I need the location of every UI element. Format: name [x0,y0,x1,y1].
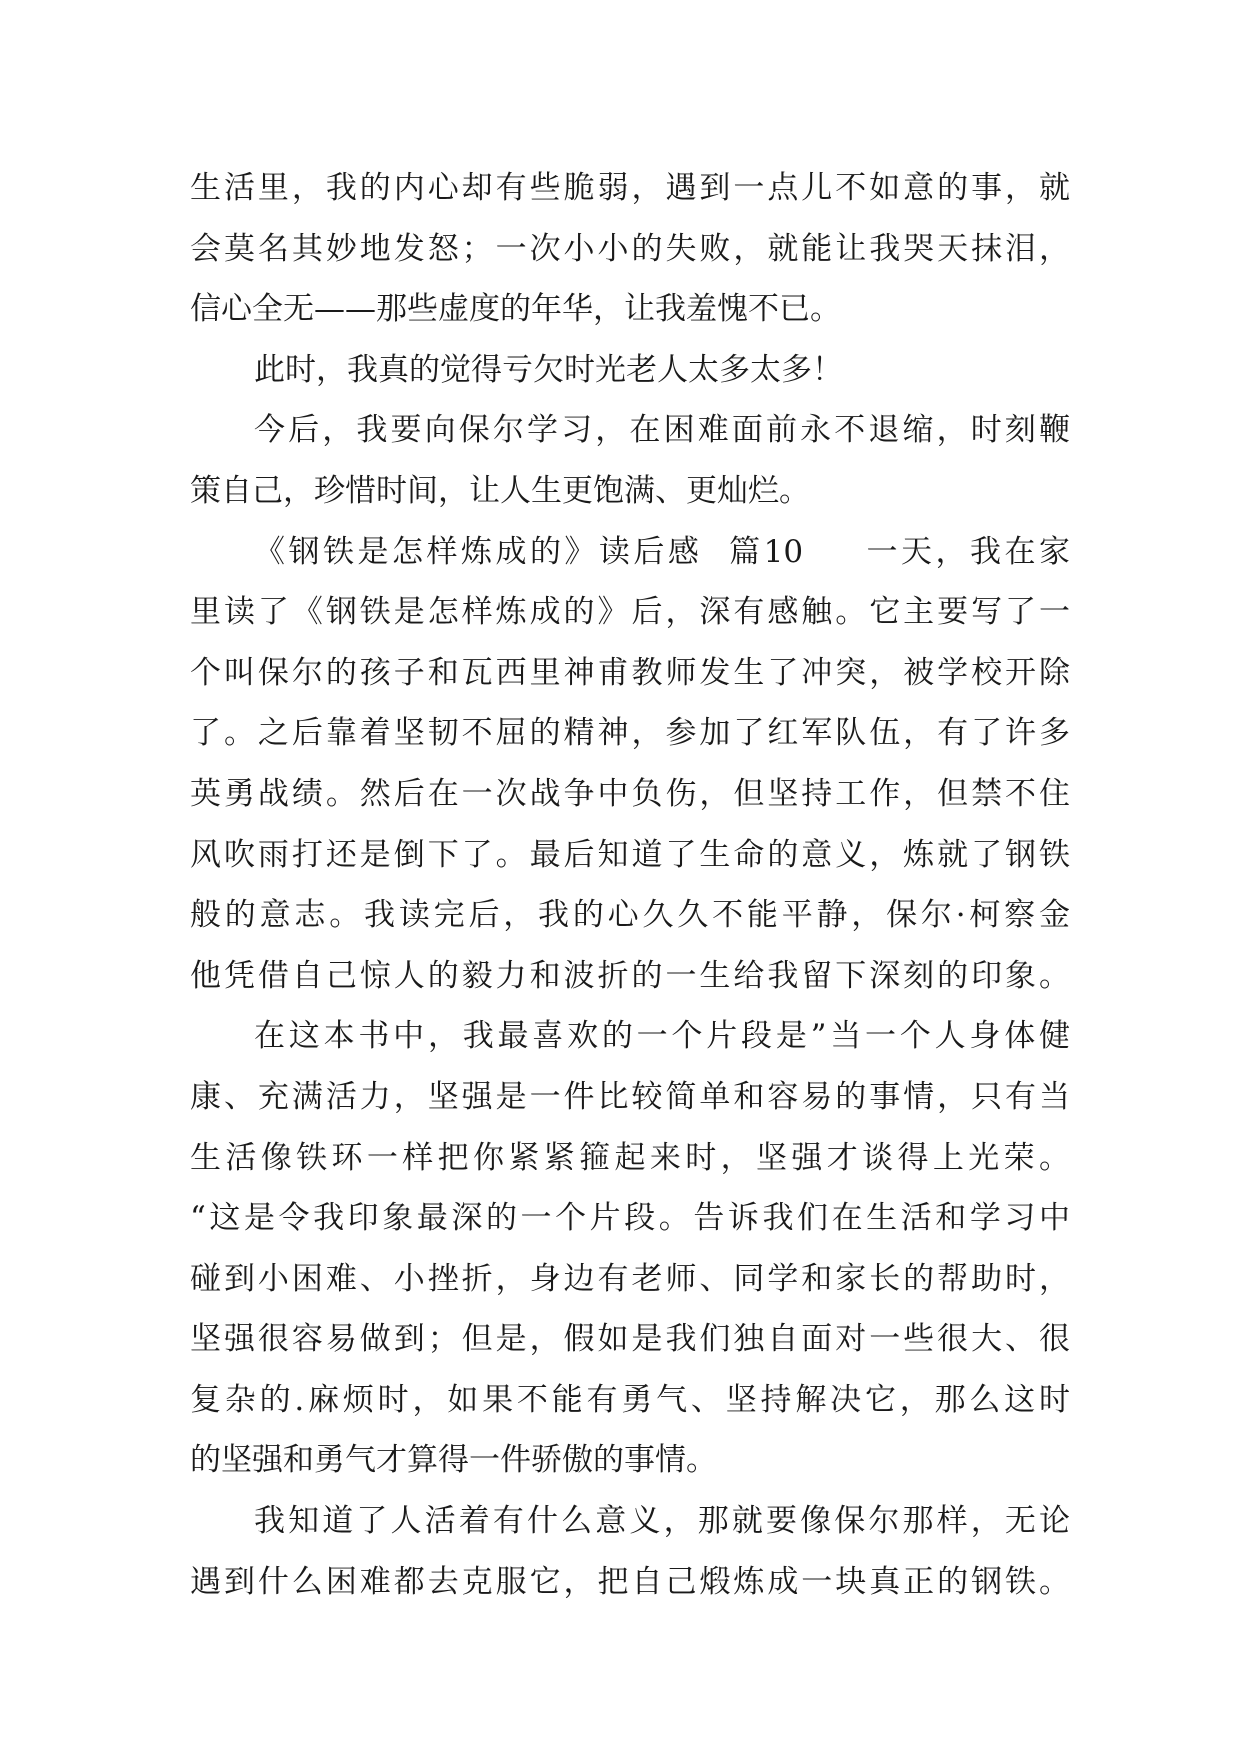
text-fragment: 一天，我在家 [863,533,1071,570]
text-line: 信心全无——那些虚度的年华，让我羞愧不已。 [190,291,841,328]
text-line: 风吹雨打还是倒下了。最后知道了生命的意义，炼就了钢铁 [190,836,1070,873]
text-line: 生活像铁环一样把你紧紧箍起来时，坚强才谈得上光荣。 [190,1139,1070,1176]
text-line: 康、充满活力，坚强是一件比较简单和容易的事情，只有当 [190,1078,1070,1115]
text-line: 复杂的.麻烦时，如果不能有勇气、坚持解决它，那么这时 [190,1381,1070,1418]
text-line: “这是令我印象最深的一个片段。告诉我们在生活和学习中 [190,1200,1070,1237]
text-line: 遇到什么困难都去克服它，把自己煅炼成一块真正的钢铁。 [190,1563,1070,1600]
section-heading-line [190,522,1070,583]
text-line: 今后，我要向保尔学习，在困难面前永不退缩，时刻鞭 [254,412,1070,449]
text-line: 个叫保尔的孩子和瓦西里神甫教师发生了冲突，被学校开除 [190,654,1070,691]
text-line: 英勇战绩。然后在一次战争中负伤，但坚持工作，但禁不住 [190,775,1070,812]
text-line: 的坚强和勇气才算得一件骄傲的事情。 [190,1442,717,1479]
text-line: 里读了《钢铁是怎样炼成的》后，深有感触。它主要写了一 [190,594,1070,631]
text-line: 在这本书中，我最喜欢的一个片段是”当一个人身体健 [254,1018,1070,1055]
text-line: 此时，我真的觉得亏欠时光老人太多太多！ [254,351,843,388]
section-heading: 《钢铁是怎样炼成的》读后感 篇10 [254,533,804,570]
text-line: 我知道了人活着有什么意义，那就要像保尔那样，无论 [254,1503,1070,1540]
text-line: 他凭借自己惊人的毅力和波折的一生给我留下深刻的印象。 [190,957,1070,994]
text-line: 碰到小困难、小挫折，身边有老师、同学和家长的帮助时， [190,1260,1070,1297]
text-line: 坚强很容易做到；但是，假如是我们独自面对一些很大、很 [190,1321,1070,1358]
body-text [190,158,1070,1612]
text-line: 生活里，我的内心却有些脆弱，遇到一点儿不如意的事，就 [190,170,1070,206]
text-line: 般的意志。我读完后，我的心久久不能平静，保尔·柯察金 [190,897,1070,934]
text-line: 会莫名其妙地发怒；一次小小的失败，就能让我哭天抹泪， [190,230,1070,267]
text-line: 策自己，珍惜时间，让人生更饱满、更灿烂。 [190,472,810,509]
text-line: 了。之后靠着坚韧不屈的精神，参加了红军队伍，有了许多 [190,715,1070,752]
